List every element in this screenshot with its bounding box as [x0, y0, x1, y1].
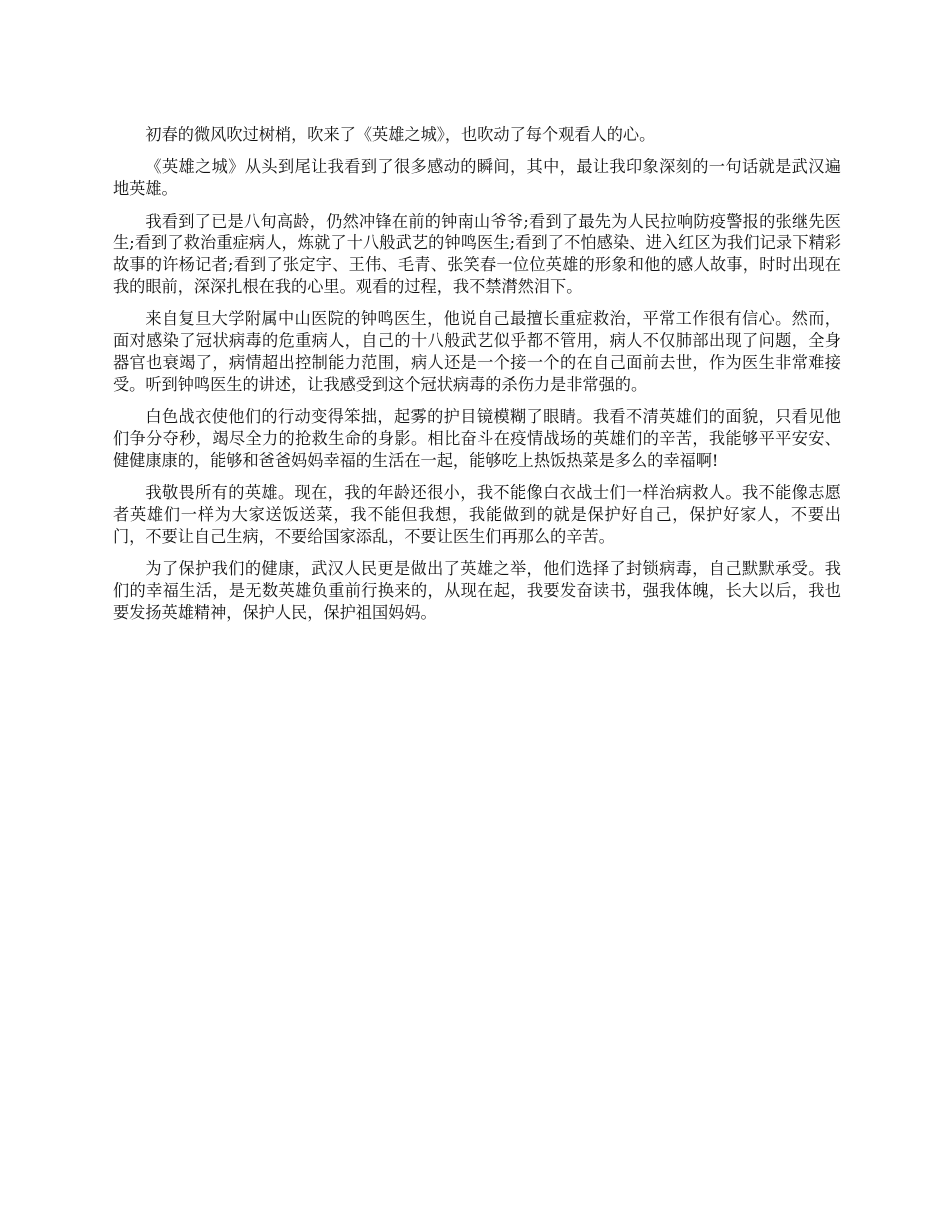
paragraph-7: 为了保护我们的健康，武汉人民更是做出了英雄之举，他们选择了封锁病毒，自己默默承受。我们的幸福生活，是无数英雄负重前行换来的，从现在起，我要发奋读书，强我体魄，长大以后，我也要发扬英雄精神，保护人民，保护祖国妈妈。: [113, 559, 841, 622]
paragraph-4: 来自复旦大学附属中山医院的钟鸣医生，他说自己最擅长重症救治，平常工作很有信心。然而，面对感染了冠状病毒的危重病人，自己的十八般武艺似乎都不管用，病人不仅肺部出现了问题，全身器官也衰竭了，病情超出控制能力范围，病人还是一个接一个的在自己面前去世，作为医生非常难接受。听到钟鸣医生的讲述，让我感受到这个冠状病毒的杀伤力是非常强的。: [113, 309, 841, 394]
paragraph-5: 白色战衣使他们的行动变得笨拙，起雾的护目镜模糊了眼睛。我看不清英雄们的面貌，只看见他们争分夺秒，竭尽全力的抢救生命的身影。相比奋斗在疫情战场的英雄们的辛苦，我能够平平安安、健健康康的，能够和爸爸妈妈幸福的生活在一起，能够吃上热饭热菜是多么的幸福啊!: [113, 407, 841, 470]
document-body: [113, 124, 841, 634]
paragraph-6: 我敬畏所有的英雄。现在，我的年龄还很小，我不能像白衣战士们一样治病救人。我不能像志愿者英雄们一样为大家送饭送菜，我不能但我想，我能做到的就是保护好自己，保护好家人，不要出门，不要让自己生病，不要给国家添乱，不要让医生们再那么的辛苦。: [113, 483, 841, 546]
paragraph-3: 我看到了已是八旬高龄，仍然冲锋在前的钟南山爷爷;看到了最先为人民拉响防疫警报的张继先医生;看到了救治重症病人，炼就了十八般武艺的钟鸣医生;看到了不怕感染、进入红区为我们记录下精彩故事的许杨记者;看到了张定宇、王伟、毛青、张笑春一位位英雄的形象和他的感人故事，时时出现在我的眼前，深深扎根在我的心里。观看的过程，我不禁潸然泪下。: [113, 211, 841, 296]
paragraph-1: 初春的微风吹过树梢，吹来了《英雄之城》，也吹动了每个观看人的心。: [145, 125, 656, 144]
paragraph-2: 《英雄之城》从头到尾让我看到了很多感动的瞬间，其中，最让我印象深刻的一句话就是武汉遍地英雄。: [113, 157, 841, 199]
